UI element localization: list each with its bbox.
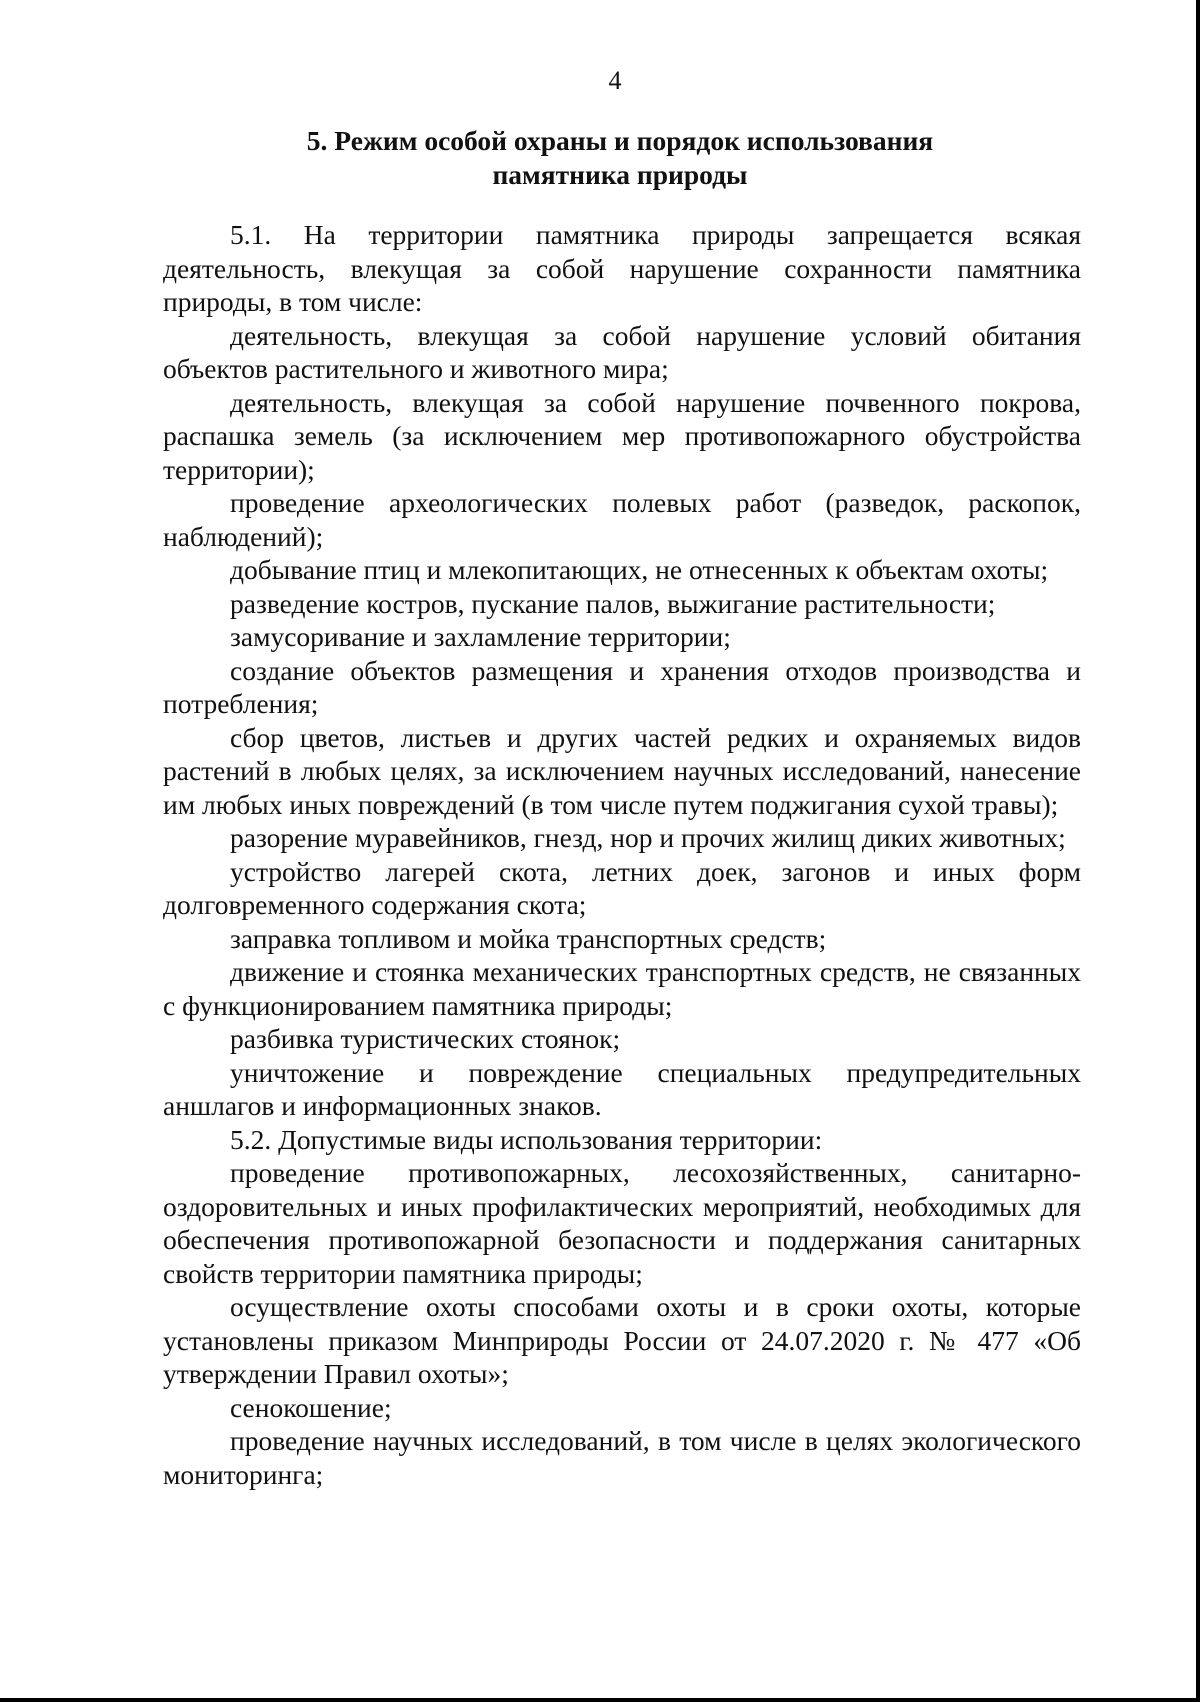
scan-border-right	[1196, 0, 1200, 1702]
list-item: деятельность, влекущая за собой нарушение почвенного покрова, распашка земель (за исключением мер противопожарного обустройства территории);	[163, 386, 1081, 485]
document-body	[163, 218, 1081, 1491]
list-item: деятельность, влекущая за собой нарушение условий обитания объектов растительного и животного мира;	[163, 319, 1081, 384]
list-item: замусоривание и захламление территории;	[230, 621, 731, 652]
list-item: заправка топливом и мойка транспортных средств;	[230, 922, 827, 954]
list-item: добывание птиц и млекопитающих, не отнесенных к объектам охоты;	[230, 554, 1049, 585]
list-item: разведение костров, пускание палов, выжигание растительности;	[230, 587, 996, 619]
list-item: создание объектов размещения и хранения отходов производства и потребления;	[163, 654, 1081, 719]
section-title-line: памятника природы	[492, 159, 748, 190]
list-item: разорение муравейников, гнезд, нор и прочих жилищ диких животных;	[230, 822, 1066, 853]
list-item: осуществление охоты способами охоты и в сроки охоты, которые установлены приказом Минприроды России от 24.07.2020 г. № 477 «Об утверждении Правил охоты»;	[163, 1291, 1081, 1389]
list-item: движение и стоянка механических транспортных средств, не связанных с функционированием памятника природы;	[163, 956, 1081, 1021]
list-item: проведение противопожарных, лесохозяйственных, санитарно-оздоровительных и иных профилактических мероприятий, необходимых для обеспечения противопожарной безопасности и поддержания санитарных свойств территории памятника природы;	[163, 1157, 1081, 1289]
list-item: разбивка туристических стоянок;	[230, 1023, 621, 1054]
section-title-line: 5. Режим особой охраны и порядок использования	[306, 125, 934, 156]
list-item: сенокошение;	[230, 1391, 392, 1423]
scan-border-bottom	[0, 1698, 1200, 1702]
list-item: устройство лагерей скота, летних доек, загонов и иных форм долговременного содержания скота;	[163, 855, 1081, 920]
page-number: 4	[608, 66, 622, 95]
section-title	[160, 124, 1080, 192]
list-item: уничтожение и повреждение специальных предупредительных аншлагов и информационных знаков.	[163, 1056, 1081, 1121]
list-item: проведение археологических полевых работ (разведок, раскопок, наблюдений);	[163, 487, 1081, 552]
paragraph-5-2-intro: 5.2. Допустимые виды использования территории:	[230, 1123, 823, 1155]
list-item: сбор цветов, листьев и других частей редких и охраняемых видов растений в любых целях, за исключением научных исследований, нанесение им любых иных повреждений (в том числе путем поджигания сухой травы);	[163, 721, 1081, 820]
paragraph-5-1-intro: 5.1. На территории памятника природы запрещается всякая деятельность, влекущая за собой нарушение сохранности памятника природы, в том числе:	[163, 219, 1081, 317]
list-item: проведение научных исследований, в том числе в целях экологического мониторинга;	[163, 1425, 1081, 1490]
